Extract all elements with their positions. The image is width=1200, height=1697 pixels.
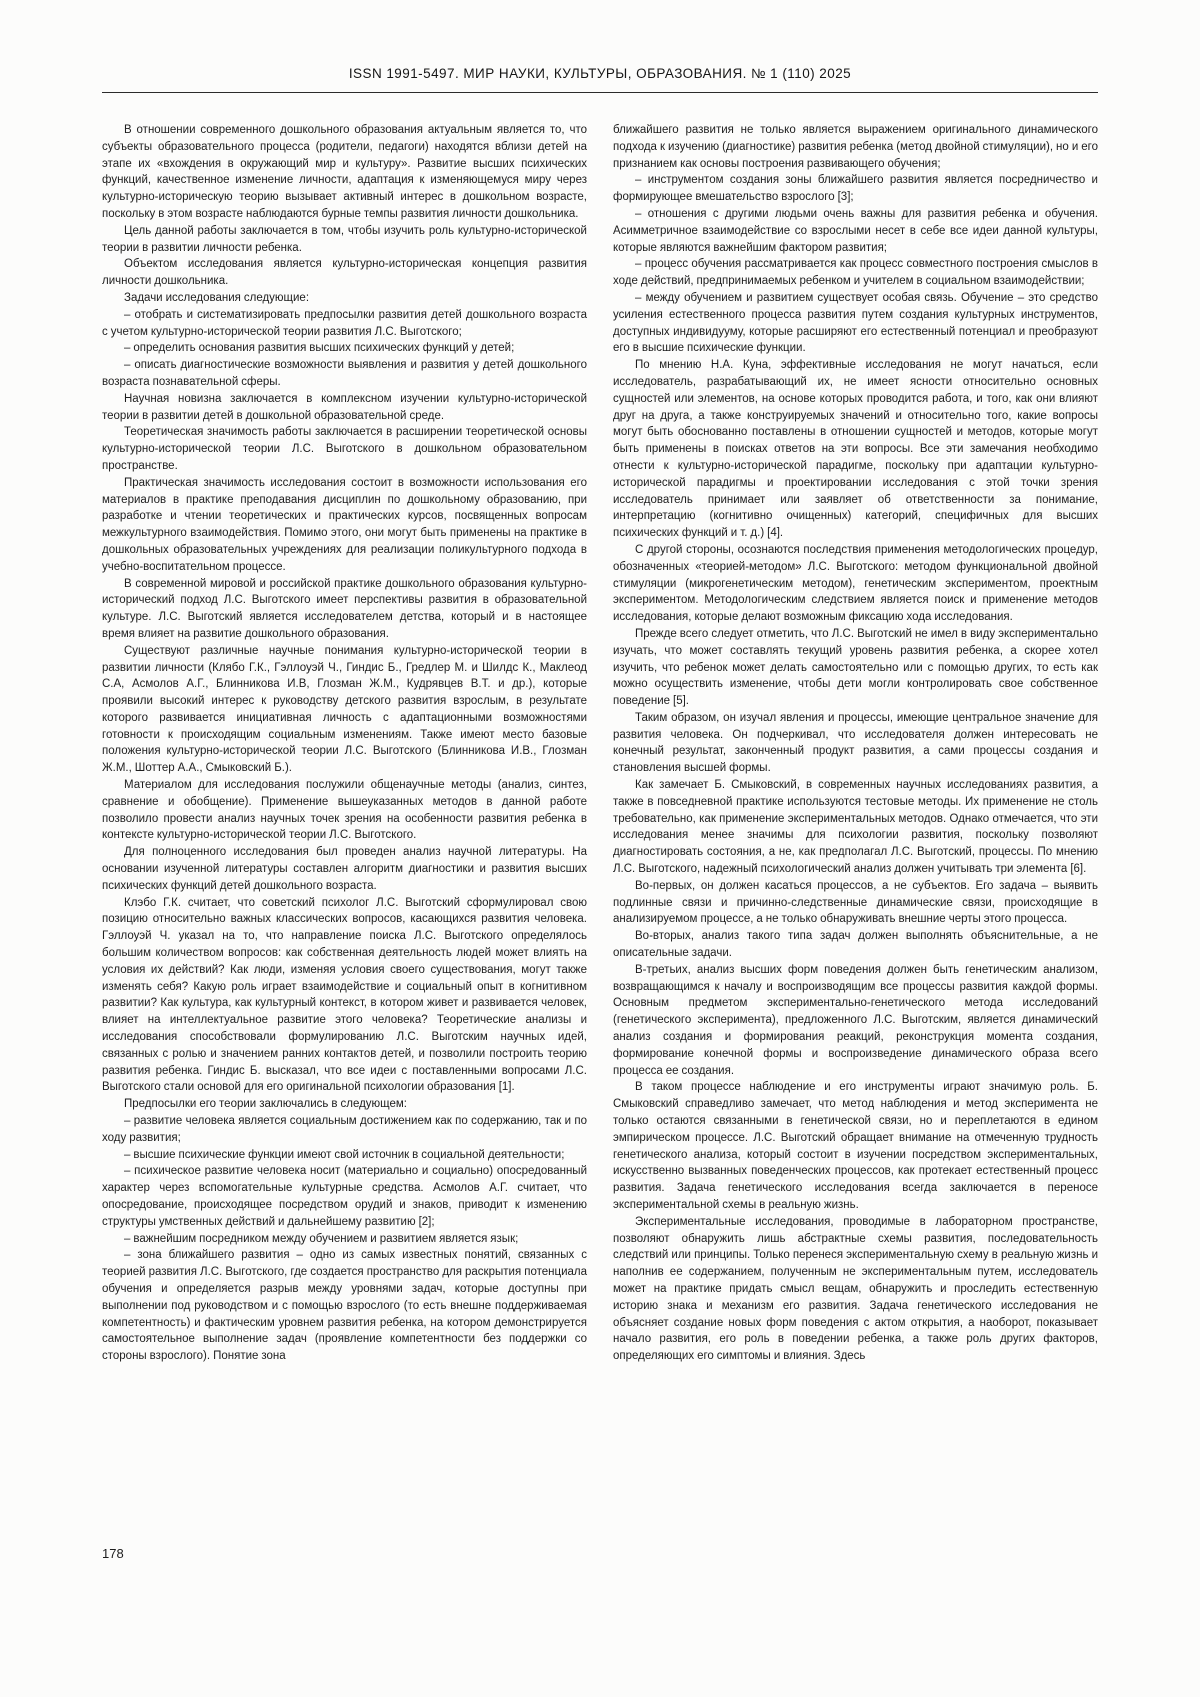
- body-paragraph: В отношении современного дошкольного образования актуальным является то, что субъекты образовательного процесса (родители, педагоги) находятся вблизи детей на этапе их «вхождения в окружающий мир и культуру». Развитие высших психических функций, качественное изменение личности, адаптация к изменяющемуся миру через культурно-историческую теорию вызывает активный интерес в дошкольном возрасте, поскольку в этом возрасте наблюдаются бурные темпы развития личности дошкольника.: [102, 124, 587, 220]
- list-item-paragraph: – отобрать и систематизировать предпосылки развития детей дошкольного возраста с учетом культурно-исторической теории развития Л.С. Выготского;: [102, 308, 587, 338]
- body-paragraph: В-третьих, анализ высших форм поведения должен быть генетическим анализом, возвращающимся к началу и воспроизводящим все процессы развития каждой формы. Основным предметом экспериментально-генетического метода исследований (генетического эксперимента), предложенного Л.С. Выготским, является динамический анализ создания и формирования реакций, реконструкция момента создания, формирование конечной формы и воспроизведение динамического образа всего процесса ее создания.: [613, 963, 1098, 1077]
- list-item-paragraph: – высшие психические функции имеют свой источник в социальной деятельности;: [124, 1148, 565, 1161]
- body-paragraph: Таким образом, он изучал явления и процессы, имеющие центральное значение для развития человека. Он подчеркивал, что исследователя должен интересовать не конечный результат, законченный продукт развития, а сами процессы создания и становления высшей формы.: [613, 711, 1098, 775]
- list-item-paragraph: – определить основания развития высших психических функций у детей;: [124, 342, 515, 355]
- body-paragraph: Для полноценного исследования был проведен анализ научной литературы. На основании изученной литературы составлен алгоритм диагностики и развития высших психических функций детей дошкольного возраста.: [102, 846, 587, 892]
- list-item-paragraph: – процесс обучения рассматривается как процесс совместного построения смыслов в ходе действий, предпринимаемых ребенком и учителем в социальном взаимодействии;: [613, 258, 1098, 288]
- list-item-paragraph: – важнейшим посредником между обучением и развитием является язык;: [124, 1232, 519, 1245]
- body-paragraph: Во-вторых, анализ такого типа задач должен выполнять объяснительные, а не описательные задачи.: [613, 930, 1098, 960]
- list-item-paragraph: – психическое развитие человека носит (материально и социально) опосредованный характер через вспомогательные культурные средства. Асмолов А.Г. считает, что опосредование, происходящее посредством орудий и знаков, приводит к изменению структуры умственных действий и дальнейшему развитию [2];: [102, 1165, 587, 1228]
- body-paragraph: Объектом исследования является культурно-историческая концепция развития личности дошкольника.: [102, 258, 587, 288]
- body-paragraph: Цель данной работы заключается в том, чтобы изучить роль культурно-исторической теории в развитии личности ребенка.: [102, 224, 587, 254]
- body-paragraph: Прежде всего следует отметить, что Л.С. Выготский не имел в виду экспериментально изучать, что может составлять текущий уровень развития ребенка, а скорее хотел изучить, что ребенок может делать самостоятельно или с помощью других, то есть как можно осуществить изменение, чтобы дети могли контролировать свое собственное поведение [5].: [613, 627, 1098, 708]
- page-number: 178: [102, 1546, 124, 1561]
- body-paragraph: Клэбо Г.К. считает, что советский психолог Л.С. Выготский сформулировал свою позицию относительно важных классических вопросов, касающихся развития человека. Гэллоуэй Ч. указал на то, что направление поиска Л.С. Выготского определялось большим количеством вопросов: как собственная деятельность людей может влиять на условия их действий? Как люди, изменяя условия своего существования, могут также изменять себя? Какую роль играет взаимодействие и социальный опыт в когнитивном развитии? Как культура, как культурный контекст, в котором живет и развивается человек, влияет на интеллектуальное развитие этого человека? Теоретические анализы и исследования способствовали формулированию Л.С. Выготским научных идей, связанных с ролью и значением ранних контактов детей, и позволили построить теорию развития ребенка. Гиндис Б. высказал, что все идеи с поставленными вопросами Л.С. Выготского стали основой для его оригинальной психологии образования [1].: [102, 896, 587, 1094]
- body-paragraph: В современной мировой и российской практике дошкольного образования культурно-исторический подход Л.С. Выготского имеет перспективы развития в образовательной культуре. Л.С. Выготский является исследователем детства, который и в настоящее время влияет на развитие дошкольного образования.: [102, 577, 587, 640]
- list-item-paragraph: – инструментом создания зоны ближайшего развития является посредничество и формирующее вмешательство взрослого [3];: [613, 174, 1098, 204]
- right-column: [613, 122, 1098, 1365]
- body-paragraph: Теоретическая значимость работы заключается в расширении теоретической основы культурно-исторической теории Л.С. Выготского в дошкольном образовательном пространстве.: [102, 426, 587, 472]
- body-paragraph: По мнению Н.А. Куна, эффективные исследования не могут начаться, если исследователь, разрабатывающий их, не имеет ясности относительно основных сущностей или элементов, на основе которых проводится работа, и того, как они влияют друг на друга, а также конструируемых значений и относительно того, какие вопросы могут быть обоснованно поставлены в отношении сущностей и методов, которые могут быть применены в поисках ответов на эти вопросы. Все эти замечания необходимо отнести к культурно-исторической парадигме, поскольку при адаптации культурно-исторической парадигмы и проектировании исследования с этой точки зрения исследователь принимает или заявляет об ответственности за понимание, интерпретацию (когнитивно очищенных) категорий, специфичных для высших психических функций и т. д.) [4].: [613, 359, 1098, 540]
- body-paragraph: Существуют различные научные понимания культурно-исторической теории в развитии личности (Клябо Г.К., Гэллоуэй Ч., Гиндис Б., Гредлер М. и Шилдс К., Маклеод С.А, Асмолов А.Г., Блинникова И.В, Глозман Ж.М., Кудрявцев В.Т. и др.), которые проявили высокий интерес к руководству детского развития взрослым, в результате которого развивается инициативная личность с адаптационными возможностями готовности к происходящим социальным изменениям. Также имеют место базовые положения культурно-исторической теории Л.С. Выготского (Блинникова И.В., Глозман Ж.М., Шоттер А.А., Смыковский Б.).: [102, 644, 587, 775]
- body-paragraph: В таком процессе наблюдение и его инструменты играют значимую роль. Б. Смыковский справедливо замечает, что метод наблюдения и метод эксперимента не только остаются связанными в генетической связи, но и переплетаются в едином эмпирическом процессе. Л.С. Выготский обращает внимание на отмеченную трудность генетического анализа, который состоит в изучении посредством экспериментальных, искусственно вызванных поведенческих процессов, как протекает естественный процесс развития. Задача генетического исследования всегда заключается в переносе экспериментальной схемы в реальную жизнь.: [613, 1081, 1098, 1211]
- body-paragraph: Задачи исследования следующие:: [124, 291, 310, 304]
- body-paragraph: Во-первых, он должен касаться процессов, а не субъектов. Его задача – выявить подлинные связи и причинно-следственные динамические связи, происходящие в анализируемом процессе, а не только обнаруживать внешние черты этого процесса.: [613, 879, 1098, 926]
- page-content: [102, 122, 1098, 1365]
- body-paragraph: Научная новизна заключается в комплексном изучении культурно-исторической теории в развитии детей в дошкольной образовательной среде.: [102, 392, 587, 422]
- journal-header: ISSN 1991-5497. МИР НАУКИ, КУЛЬТУРЫ, ОБРАЗОВАНИЯ. № 1 (110) 2025: [102, 66, 1098, 93]
- left-column: [102, 122, 587, 1365]
- body-paragraph: Материалом для исследования послужили общенаучные методы (анализ, синтез, сравнение и обобщение). Применение вышеуказанных методов в данной работе позволило провести анализ научных точек зрения на особенности развития ребенка в контексте культурно-исторической теории Л.С. Выготского.: [102, 779, 587, 842]
- body-paragraph: Экспериментальные исследования, проводимые в лабораторном пространстве, позволяют обнаружить лишь абстрактные схемы развития, последовательность следствий или принципы. Только перенеся экспериментальную схему в реальную жизнь и наполнив ее содержанием, полученным не экспериментальным путем, исследователь может на практике придать смысл вещам, обнаружить и проследить естественную историю знака и механизм его развития. Задача генетического исследования не объясняет создание новых форм поведения с актом открытия, а наоборот, показывает начало развития, его роль в поведении ребенка, а также роль других факторов, определяющих его симптомы и влияния. Здесь: [613, 1215, 1098, 1363]
- body-paragraph: ближайшего развития не только является выражением оригинального динамического подхода к изучению (диагностике) развития ребенка (метод двойной стимуляции), но и его признанием как основы построения развивающего обучения;: [613, 124, 1098, 170]
- body-paragraph: Практическая значимость исследования состоит в возможности использования его материалов в практике преподавания дисциплин по дошкольному образованию, при разработке и чтении теоретических и практических курсов, посвященных вопросам межкультурного взаимодействия. Помимо этого, они могут быть применены на практике в дошкольных образовательных учреждениях для реализации поликультурного подхода в учебно-воспитательном процессе.: [102, 476, 587, 573]
- list-item-paragraph: – развитие человека является социальным достижением как по содержанию, так и по ходу развития;: [102, 1115, 587, 1144]
- list-item-paragraph: – между обучением и развитием существует особая связь. Обучение – это средство усиления естественного процесса развития путем создания культурных инструментов, доступных индивидууму, которые расширяют его естественный потенциал и преобразуют его в высшие психические функции.: [613, 291, 1098, 355]
- list-item-paragraph: – зона ближайшего развития – одно из самых известных понятий, связанных с теорией развития Л.С. Выготского, где создается пространство для раскрытия потенциала обучения и определяется разрыв между уровнями задач, которые доступны при выполнении под руководством и с помощью взрослого (то есть внешне поддерживаемая компетентность) и фактическим уровнем развития ребенка, на котором демонстрируется самостоятельное выполнение задач (проявление компетентности без поддержки со стороны взрослого). Понятие зона: [102, 1249, 587, 1363]
- body-paragraph: Предпосылки его теории заключались в следующем:: [124, 1098, 408, 1111]
- list-item-paragraph: – описать диагностические возможности выявления и развития у детей дошкольного возраста познавательной сферы.: [102, 359, 587, 388]
- body-paragraph: Как замечает Б. Смыковский, в современных научных исследованиях развития, а также в повседневной практике используются тестовые методы. Их применение не столь требовательно, как применение экспериментальных методов. Однако отмечается, что эти исследования менее значимы для психологии развития, поскольку позволяют диагностировать состояния, а не, как предполагал Л.С. Выготский, процессы. По мнению Л.С. Выготского, надежный психологический анализ должен учитывать три элемента [6].: [613, 779, 1098, 876]
- body-paragraph: С другой стороны, осознаются последствия применения методологических процедур, обозначенных «теорией-методом» Л.С. Выготского: методом функциональной двойной стимуляции (микрогенетическим методом), генетическим экспериментом, проектным экспериментом. Методологическим следствием является поиск и применение методов исследования, которые делают возможным фиксацию хода исследования.: [613, 543, 1098, 624]
- list-item-paragraph: – отношения с другими людьми очень важны для развития ребенка и обучения. Асимметричное взаимодействие со взрослыми несет в себе все идеи данной культуры, которые являются важнейшим фактором развития;: [613, 207, 1098, 254]
